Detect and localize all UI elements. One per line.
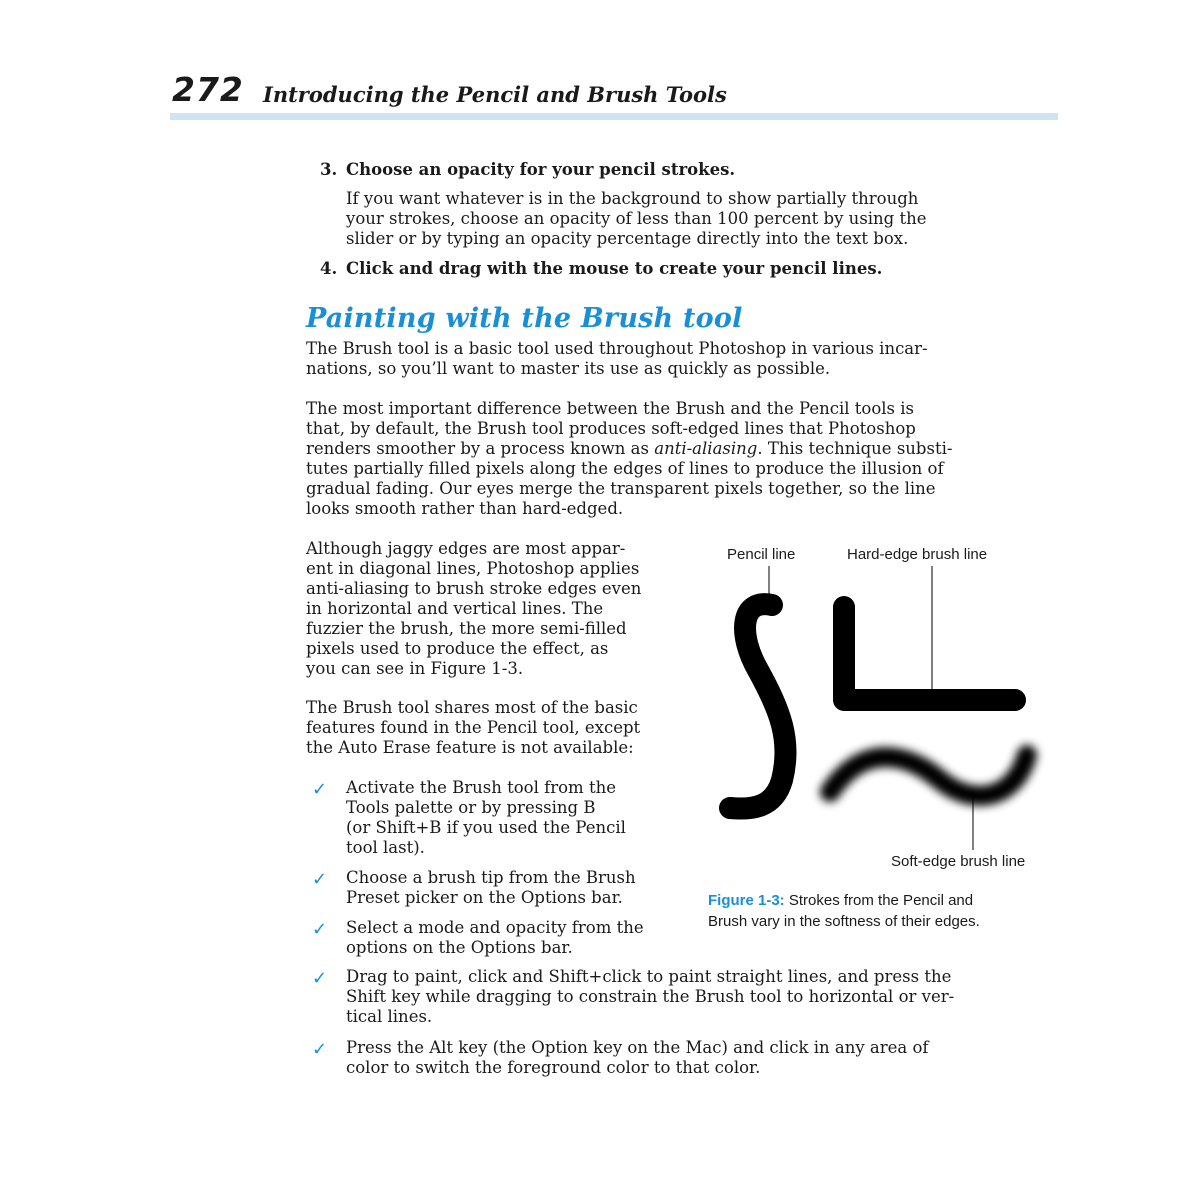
checkmark-icon: ✓ [312,919,328,940]
text-line: Tools palette or by pressing B [346,798,596,817]
list-item-text [346,1038,1052,1078]
text-line: looks smooth rather than hard-edged. [306,499,624,518]
list-item-text [346,967,1052,1027]
text-line: Press the Alt key (the Option key on the Mac) and click in any area of [346,1038,929,1057]
list-item-text [346,778,692,858]
caption-line-1 [708,890,1048,911]
list-item [312,967,1052,1027]
text-line: ent in diagonal lines, Photoshop applies [306,559,640,578]
page-number: 272 [172,70,244,109]
text-line: The most important difference between the Brush and the Pencil tools is [306,399,914,418]
figure-caption [708,890,1048,932]
text-line: in horizontal and vertical lines. The [306,599,604,618]
checkmark-icon: ✓ [312,869,328,890]
step-3 [320,160,1040,180]
list-item [312,918,692,958]
pencil-stroke [730,604,786,808]
list-item [312,1038,1052,1078]
step-title: Choose an opacity for your pencil strokes. [346,160,736,179]
section-heading: Painting with the Brush tool [306,303,743,334]
caption-line-2: Brush vary in the softness of their edges. [708,913,980,930]
text-line: gradual fading. Our eyes merge the transparent pixels together, so the line [306,479,936,498]
text-line: slider or by typing an opacity percentage directly into the text box. [346,229,909,248]
text-line: tutes partially filled pixels along the edges of lines to produce the illusion of [306,459,944,478]
text-line: you can see in Figure 1-3. [306,659,524,678]
text-line: pixels used to produce the effect, as [306,639,609,658]
step-3-body [346,189,1046,249]
text-line: the Auto Erase feature is not available: [306,738,634,757]
label-pencil-line: Pencil line [727,546,796,563]
step-number: 3. [320,160,338,179]
text-line: The Brush tool is a basic tool used throughout Photoshop in various incar- [306,339,928,358]
text-line: tool last). [346,838,425,857]
checkmark-icon: ✓ [312,779,328,800]
text-line: options on the Options bar. [346,938,573,957]
figure-strokes [700,540,1070,850]
text-line: fuzzier the brush, the more semi-filled [306,619,627,638]
text-line: (or Shift+B if you used the Pencil [346,818,626,837]
label-hard-edge-brush-line: Hard-edge brush line [847,546,988,563]
paragraph-1 [306,339,1058,379]
term-anti-aliasing: anti-aliasing [654,439,758,458]
text-line: Although jaggy edges are most appar- [306,539,626,558]
soft-edge-brush-stroke [830,755,1027,796]
running-title: Introducing the Pencil and Brush Tools [263,82,727,107]
hard-edge-brush-stroke [844,607,1015,700]
label-soft-edge-brush-line: Soft-edge brush line [891,853,1026,870]
checkmark-icon: ✓ [312,968,328,989]
step-number: 4. [320,259,338,278]
checkmark-icon: ✓ [312,1039,328,1060]
text-span: . This technique substi- [757,439,953,458]
text-line: nations, so you’ll want to master its use as quickly as possible. [306,359,831,378]
text-line: Choose a brush tip from the Brush [346,868,636,887]
figure-number: Figure 1-3: [708,892,785,909]
text-line: The Brush tool shares most of the basic [306,698,638,717]
text-line: Select a mode and opacity from the [346,918,644,937]
text-line: features found in the Pencil tool, except [306,718,641,737]
header-rule [170,113,1058,120]
text-line: anti-aliasing to brush stroke edges even [306,579,642,598]
step-4 [320,259,1040,279]
text-line: Preset picker on the Options bar. [346,888,623,907]
paragraph-4 [306,698,701,758]
text-line: Drag to paint, click and Shift+click to paint straight lines, and press the [346,967,952,986]
text-line: Activate the Brush tool from the [346,778,616,797]
list-item-text [346,918,692,958]
paragraph-2 [306,399,1058,519]
caption-text: Strokes from the Pencil and [784,892,974,909]
text-line: Shift key while dragging to constrain the Brush tool to horizontal or ver- [346,987,955,1006]
list-item-text [346,868,692,908]
list-item [312,868,692,908]
text-line: your strokes, choose an opacity of less than 100 percent by using the [346,209,927,228]
step-title: Click and drag with the mouse to create your pencil lines. [346,259,883,278]
text-line: that, by default, the Brush tool produces soft-edged lines that Photoshop [306,419,916,438]
text-line: tical lines. [346,1007,433,1026]
text-span: renders smoother by a process known as [306,439,655,458]
list-item [312,778,692,858]
text-line [306,439,1058,459]
text-line: color to switch the foreground color to that color. [346,1058,761,1077]
text-line: If you want whatever is in the background to show partially through [346,189,919,208]
paragraph-3 [306,539,701,679]
